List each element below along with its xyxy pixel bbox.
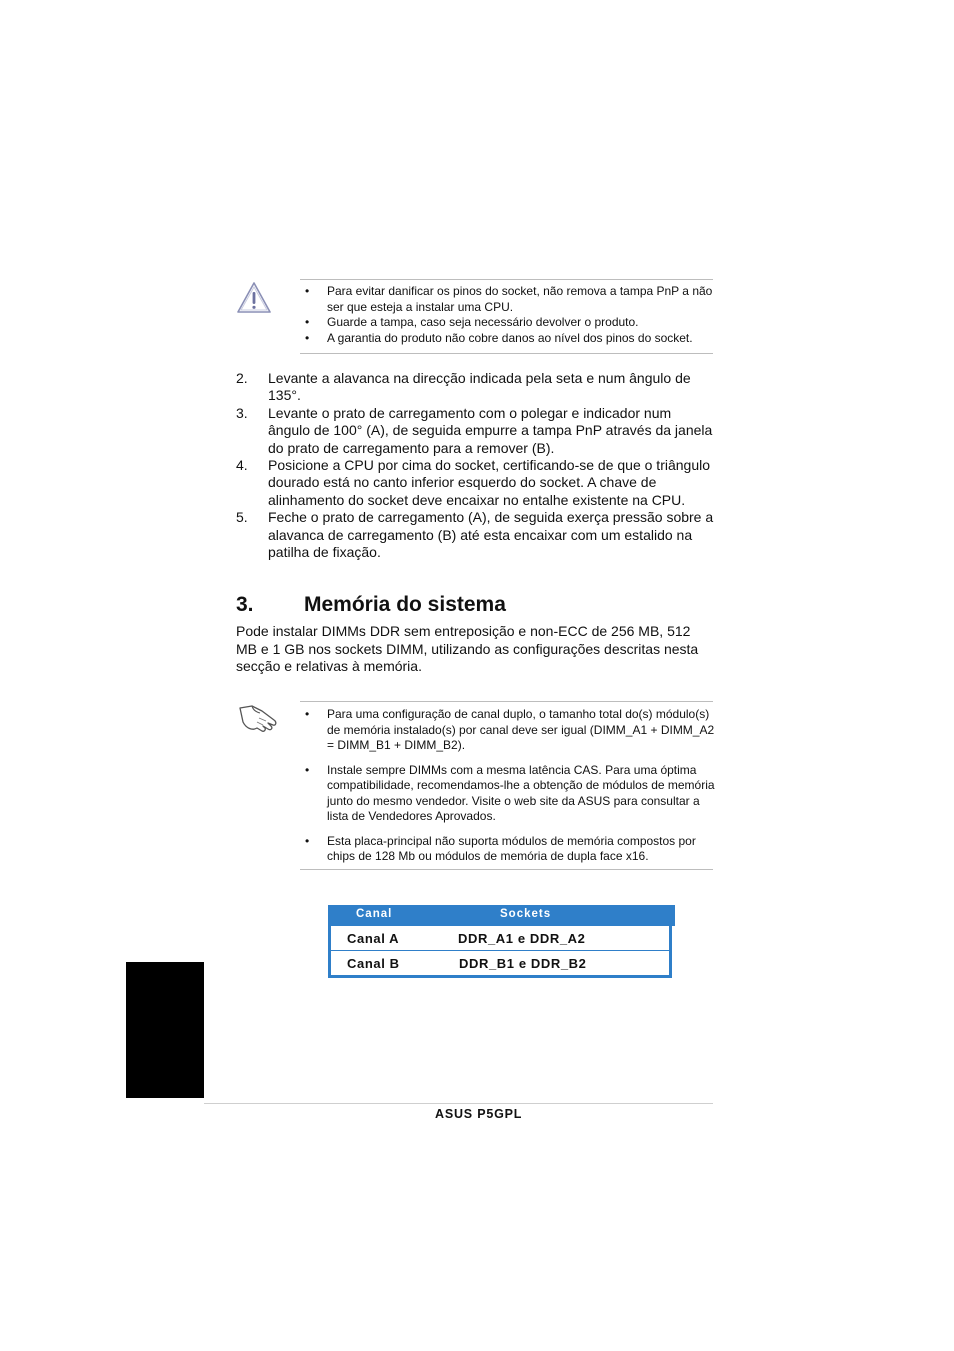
step-item: [236, 370, 714, 405]
note-top-rule: [300, 701, 713, 702]
caution-top-rule: [300, 279, 713, 280]
footer-product-name: ASUS P5GPL: [435, 1107, 523, 1121]
cell-channel: Canal A: [347, 931, 400, 946]
step-text: Posicione a CPU por cima do socket, certificando-se de que o triângulo dourado está no canto inferior esquerdo do socket. A chave de alinhamento do socket deve encaixar no entalhe existente na CPU.: [268, 457, 711, 508]
pointing-hand-icon: [238, 702, 280, 734]
note-bottom-rule: [300, 869, 713, 870]
step-text: Levante a alavanca na direcção indicada pela seta e num ângulo de 135°.: [268, 370, 691, 404]
step-text: Feche o prato de carregamento (A), de seguida exerça pressão sobre a alavanca de carregamento (B) até esta encaixar com um estalido na patilha de fixação.: [268, 509, 714, 561]
table-row: [331, 950, 669, 975]
step-item: [236, 457, 714, 509]
step-number: 5.: [236, 509, 248, 526]
section-number: 3.: [236, 593, 254, 616]
step-number: 2.: [236, 370, 248, 386]
caution-item: • A garantia do produto não cobre danos ao nível dos pinos do socket.: [305, 331, 715, 347]
section-title: Memória do sistema: [304, 593, 506, 616]
step-item: [236, 509, 714, 561]
caution-item: • Para evitar danificar os pinos do socket, não remova a tampa PnP a não ser que esteja a instalar uma CPU.: [305, 284, 715, 315]
step-number: 4.: [236, 457, 248, 474]
cell-sockets: DDR_A1 e DDR_A2: [458, 931, 586, 946]
step-item: [236, 405, 714, 457]
header-sockets: Sockets: [500, 908, 552, 920]
table-header: [328, 905, 675, 926]
section-paragraph: Pode instalar DIMMs DDR sem entreposição e non-ECC de 256 MB, 512 MB e 1 GB nos sockets DIMM, utilizando as configurações descritas nesta secção e relativas à memória.: [236, 623, 699, 675]
caution-list: [305, 284, 715, 346]
installation-steps: [236, 370, 714, 561]
note-item: • Esta placa-principal não suporta módulos de memória compostos por chips de 128 Mb ou módulos de memória de dupla face x16.: [305, 834, 715, 865]
table-body: [328, 926, 672, 978]
language-side-tab: [126, 962, 204, 1098]
caution-item: • Guarde a tampa, caso seja necessário devolver o produto.: [305, 315, 715, 331]
step-text: Levante o prato de carregamento com o polegar e indicador num ângulo de 100° (A), de seguida empurre a tampa PnP através da janela do prato de carregamento para a remover (B).: [268, 404, 713, 456]
step-number: 3.: [236, 404, 248, 421]
note-list: [305, 707, 715, 865]
warning-triangle-icon: [236, 281, 272, 315]
caution-bottom-rule: [300, 353, 713, 354]
cell-sockets: DDR_B1 e DDR_B2: [459, 956, 587, 971]
footer-rule: [204, 1103, 713, 1104]
table-row: [331, 926, 669, 950]
header-canal: Canal: [356, 908, 393, 920]
note-item: • Para uma configuração de canal duplo, o tamanho total do(s) módulo(s) de memória instalado(s) por canal deve ser igual (DIMM_A1 + DIMM_A2 = DIMM_B1 + DIMM_B2).: [305, 707, 715, 754]
section-heading: [236, 592, 506, 618]
memory-channel-table: [328, 905, 675, 978]
note-item: • Instale sempre DIMMs com a mesma latência CAS. Para uma óptima compatibilidade, recomendamos-lhe a obtenção de módulos de memória junto do mesmo vendedor. Visite o web site da ASUS para consultar a lista de Vendedores Aprovados.: [305, 763, 715, 825]
cell-channel: Canal B: [347, 956, 400, 971]
